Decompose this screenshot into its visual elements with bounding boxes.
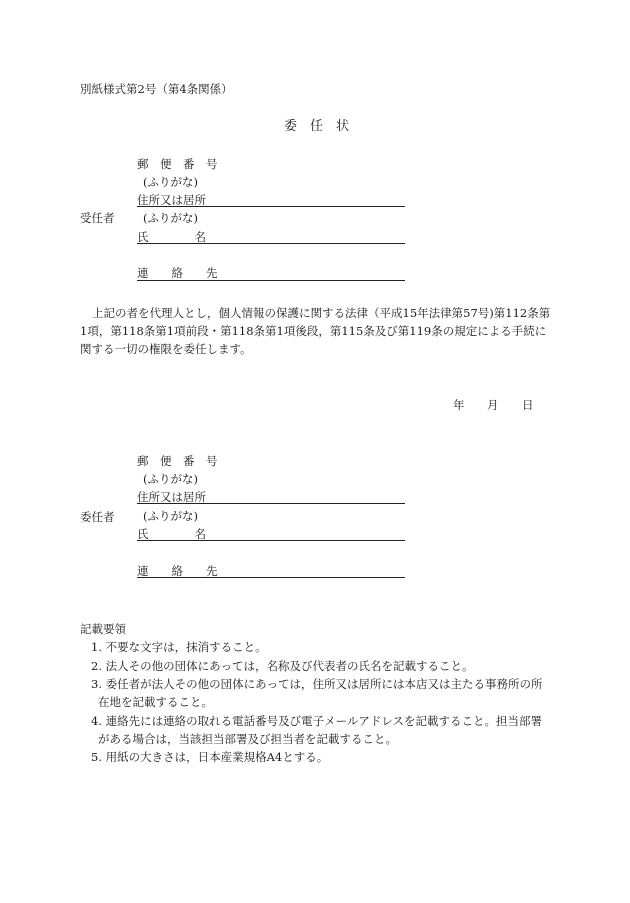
delegation-statement: 上記の者を代理人とし，個人情報の保護に関する法律（平成15年法律第57号)第112条第1項，第118条第1項前段・第118条第1項後段，第115条及び第119条の規定による手続に関する一切の権限を委任します。 — [80, 306, 551, 356]
date-day: 日 — [522, 398, 534, 412]
document-title: 委 任 状 — [284, 119, 350, 134]
note-item: 5. 用紙の大きさは，日本産業規格A4とする。 — [91, 750, 329, 764]
agent-address-line[interactable] — [137, 206, 405, 207]
principal-name-label: 氏 名 — [137, 527, 206, 541]
principal-address-line[interactable] — [137, 503, 405, 504]
principal-furigana-1: (ふりがな) — [143, 472, 198, 486]
agent-contact-line[interactable] — [137, 280, 405, 281]
principal-contact-line[interactable] — [137, 577, 405, 578]
principal-label: 委任者 — [80, 510, 115, 524]
note-item: 4. 連絡先には連絡の取れる電話番号及び電子メールアドレスを記載すること。担当部署 — [91, 714, 543, 728]
agent-name-line[interactable] — [137, 243, 405, 244]
note-item: 3. 委任者が法人その他の団体にあっては，住所又は居所には本店又は主たる事務所の所 — [91, 677, 543, 691]
form-number: 別紙様式第2号（第4条関係） — [80, 82, 233, 96]
agent-furigana-2: (ふりがな) — [143, 211, 198, 225]
agent-furigana-1: (ふりがな) — [143, 175, 198, 189]
principal-name-line[interactable] — [137, 540, 405, 541]
principal-postal-label: 郵 便 番 号 — [137, 454, 218, 468]
date-year: 年 — [453, 398, 465, 412]
notes-heading: 記載要領 — [80, 622, 126, 636]
agent-address-label: 住所又は居所 — [137, 193, 206, 207]
note-item-continued: がある場合は，当該担当部署及び担当者を記載すること。 — [98, 732, 397, 746]
note-item: 2. 法人その他の団体にあっては，名称及び代表者の氏名を記載すること。 — [91, 659, 474, 673]
note-item-continued: 在地を記載すること。 — [98, 695, 213, 709]
principal-furigana-2: (ふりがな) — [143, 509, 198, 523]
agent-contact-label: 連 絡 先 — [137, 266, 218, 280]
principal-address-label: 住所又は居所 — [137, 490, 206, 504]
date-month: 月 — [487, 398, 499, 412]
agent-name-label: 氏 名 — [137, 230, 206, 244]
agent-postal-label: 郵 便 番 号 — [137, 157, 218, 171]
principal-contact-label: 連 絡 先 — [137, 564, 218, 578]
agent-label: 受任者 — [80, 211, 115, 225]
note-item: 1. 不要な文字は，抹消すること。 — [91, 640, 267, 654]
